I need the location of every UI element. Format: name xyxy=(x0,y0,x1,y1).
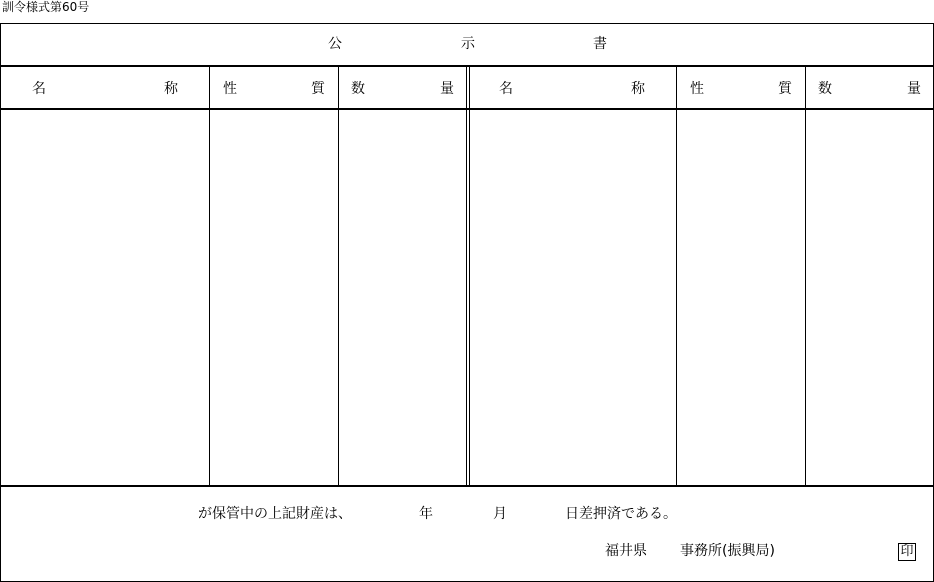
header-quantity-right-b: 量 xyxy=(907,81,921,97)
statement-text: が保管中の上記財産は、 xyxy=(198,506,352,522)
day-text: 日差押済である。 xyxy=(565,506,677,522)
header-property-left-a: 性 xyxy=(223,81,237,97)
prefecture-label: 福井県 xyxy=(605,543,647,559)
month-label: 月 xyxy=(493,506,507,522)
title-char-3: 書 xyxy=(593,36,607,52)
header-quantity-right-a: 数 xyxy=(818,81,832,97)
header-quantity-left-b: 量 xyxy=(440,81,454,97)
office-label: 事務所(振興局) xyxy=(680,543,775,559)
column-divider xyxy=(676,67,677,485)
header-name-right-a: 名 xyxy=(499,81,513,97)
header-name-right-b: 称 xyxy=(631,81,645,97)
header-property-right-a: 性 xyxy=(690,81,704,97)
header-quantity-left-a: 数 xyxy=(351,81,365,97)
center-double-divider xyxy=(466,67,470,485)
header-name-left-b: 称 xyxy=(164,81,178,97)
notice-form xyxy=(0,23,934,582)
title-char-2: 示 xyxy=(461,36,475,52)
form-number-label: 訓令様式第60号 xyxy=(2,0,90,14)
header-property-right-b: 質 xyxy=(778,81,792,97)
title-char-1: 公 xyxy=(328,36,342,52)
header-property-left-b: 質 xyxy=(311,81,325,97)
column-divider xyxy=(805,67,806,485)
body-footer-separator xyxy=(1,485,933,487)
column-divider xyxy=(338,67,339,485)
year-label: 年 xyxy=(419,506,433,522)
column-divider xyxy=(209,67,210,485)
seal-mark: 印 xyxy=(898,543,916,561)
title-row xyxy=(1,24,933,67)
header-name-left-a: 名 xyxy=(32,81,46,97)
